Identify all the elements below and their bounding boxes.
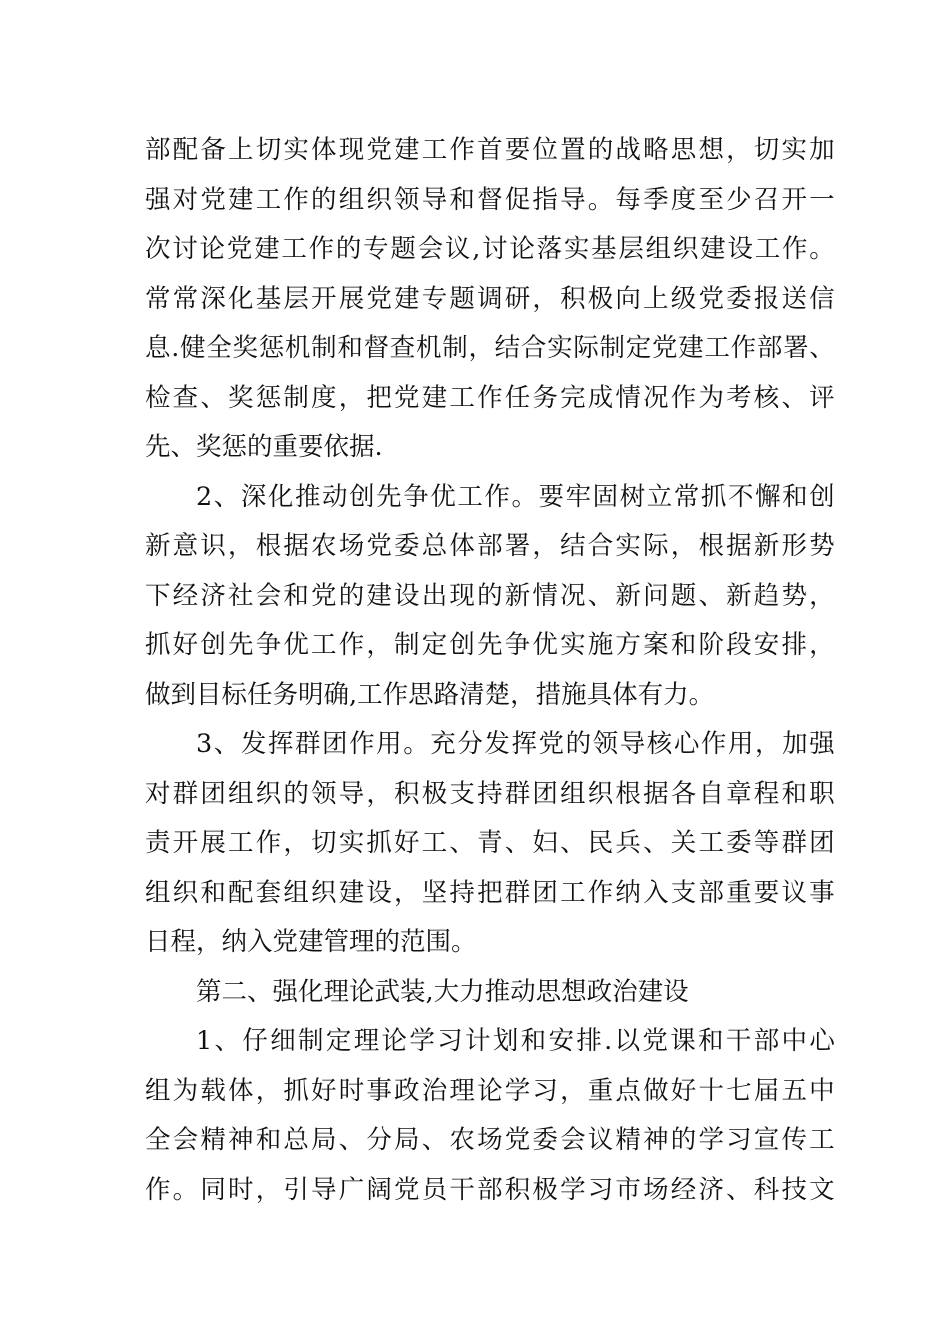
text-line: 先、奖惩的重要依据. [145,432,383,462]
text-line: 对 群 团 组 织 的 领 导 ， 积 极 支 持 群 团 组 织 根 据 各 自 章 程 和 职 [145,778,835,809]
text-line: 组 为 载 体 ， 抓 好 时 事 政 治 理 论 学 习 ， 重 点 做 好 十 七 届 五 中 [145,1075,835,1106]
text-line: 抓 好 创 先 争 优 工 作 ， 制 定 创 先 争 优 实 施 方 案 和 阶 段 安 排 ， [145,630,835,660]
text-line: 下 经 济 社 会 和 党 的 建 设 出 现 的 新 情 况 、 新 问 题 、 新 趋 势 ， [145,580,835,611]
document-body [145,126,835,1215]
text-line: 组 织 和 配 套 组 织 建 设 ， 坚 持 把 群 团 工 作 纳 入 支 部 重 要 议 事 [145,877,835,908]
text-line: 作 。 同 时 ， 引 导 广 阔 党 员 干 部 积 极 学 习 市 场 经 济 、 科 技 文 [145,1174,835,1205]
text-line: 强 对 党 建 工 作 的 组 织 领 导 和 督 促 指 导 。 每 季 度 至 少 召 开 一 [145,184,835,215]
text-line: 次 讨 论 党 建 工 作 的 专 题 会 议 , 讨 论 落 实 基 层 组 织 建 设 工 作 。 [145,234,835,264]
text-line: 1 、 仔 细 制 定 理 论 学 习 计 划 和 安 排 . 以 党 课 和 干 部 中 心 [196,1026,835,1056]
text-line: 责 开 展 工 作 ， 切 实 抓 好 工 、 青 、 妇 、 民 兵 、 关 工 委 等 群 团 [145,828,835,858]
text-line: 息 . 健 全 奖 惩 机 制 和 督 查 机 制 ， 结 合 实 际 制 定 党 建 工 作 部 署 、 [145,333,835,363]
section-heading: 第二、强化理论武装,大力推动思想政治建设 [196,976,689,1007]
text-line: 检 查 、 奖 惩 制 度 ， 把 党 建 工 作 任 务 完 成 情 况 作 为 考 核 、 评 [145,382,835,413]
text-line: 常 常 深 化 基 层 开 展 党 建 专 题 调 研 ， 积 极 向 上 级 党 委 报 送 信 [145,283,835,314]
text-line: 做到目标任务明确,工作思路清楚，措施具体有力。 [145,679,715,710]
text-line: 全 会 精 神 和 总 局 、 分 局 、 农 场 党 委 会 议 精 神 的 学 习 宣 传 工 [145,1125,835,1155]
text-line: 新 意 识 ， 根 据 农 场 党 委 总 体 部 署 ， 结 合 实 际 ， 根 据 新 形 势 [145,531,835,561]
text-line: 3 、 发 挥 群 团 作 用 。 充 分 发 挥 党 的 领 导 核 心 作 用 ， 加 强 [196,729,835,759]
text-line: 2 、 深 化 推 动 创 先 争 优 工 作 。 要 牢 固 树 立 常 抓 不 懈 和 创 [196,481,835,512]
text-line: 部 配 备 上 切 实 体 现 党 建 工 作 首 要 位 置 的 战 略 思 想 ， 切 实 加 [145,135,835,165]
text-line: 日程，纳入党建管理的范围。 [145,927,477,957]
